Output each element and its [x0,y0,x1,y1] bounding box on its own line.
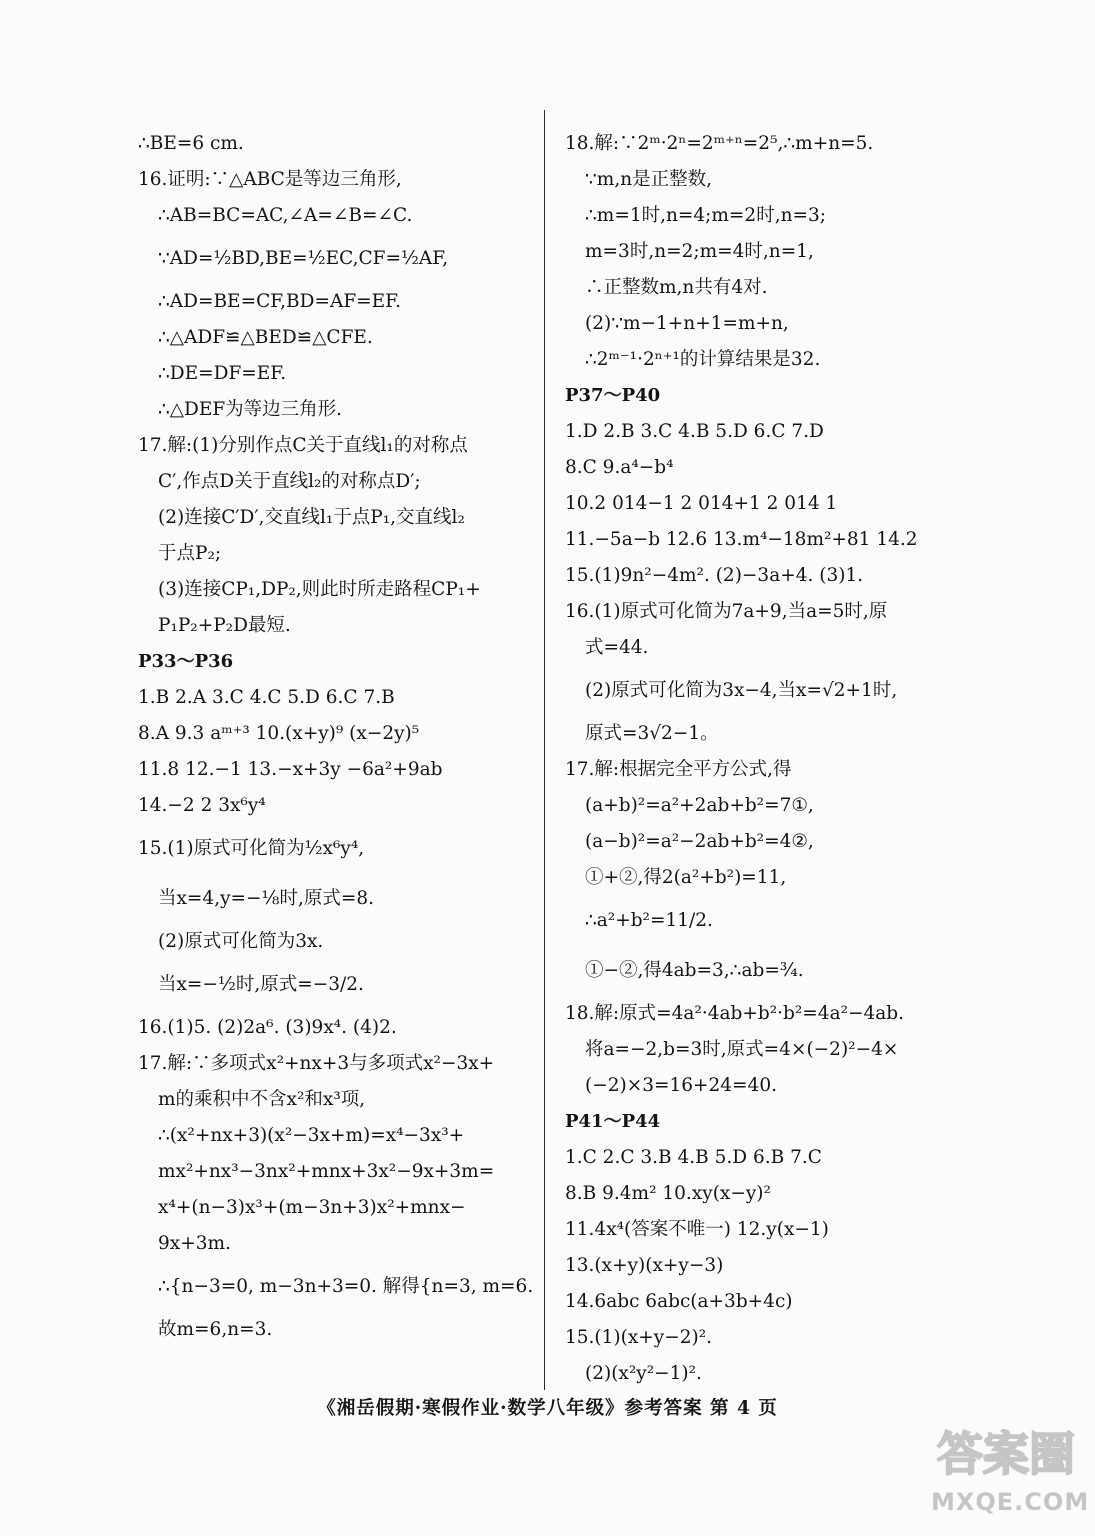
answer-line: ∴AD=BE=CF,BD=AF=EF. [158,291,402,312]
answer-line: x⁴+(n−3)x³+(m−3n+3)x²+mnx− [158,1197,466,1218]
answer-line: P₁P₂+P₂D最短. [158,615,291,636]
answer-line: 13.(x+y)(x+y−3) [565,1255,724,1276]
answer-line: 1.D 2.B 3.C 4.B 5.D 6.C 7.D [565,421,824,442]
answer-line: ∵AD=½BD,BE=½EC,CF=½AF, [158,248,449,269]
answer-line: 于点P₂; [158,543,222,564]
answer-line: 8.B 9.4m² 10.xy(x−y)² [565,1183,771,1204]
answer-line: 原式=3√2−1。 [585,723,719,744]
answer-line: (2)连接C′D′,交直线l₁于点P₁,交直线l₂ [158,507,465,528]
watermark-mark: 答案圈 [937,1427,1075,1481]
answer-line: 11.8 12.−1 13.−x+3y −6a²+9ab [138,759,443,780]
answer-line: m=3时,n=2;m=4时,n=1, [585,241,814,262]
answer-line: ∵m,n是正整数, [585,169,712,190]
section-heading: P37～P40 [565,385,661,406]
page-footer: 《湘岳假期·寒假作业·数学八年级》参考答案 第 4 页 [317,1398,778,1419]
section-heading: P33～P36 [138,651,234,672]
answer-line: 8.A 9.3 aᵐ⁺³ 10.(x+y)⁹ (x−2y)⁵ [138,723,420,744]
answer-line: ∴2ᵐ⁻¹·2ⁿ⁺¹的计算结果是32. [585,349,821,370]
answer-line: (−2)×3=16+24=40. [585,1075,777,1096]
answer-line: 10.2 014−1 2 014+1 2 014 1 [565,493,838,514]
answer-line: (3)连接CP₁,DP₂,则此时所走路程CP₁+ [158,579,481,600]
answer-line: 17.解:∵多项式x²+nx+3与多项式x²−3x+ [138,1053,495,1074]
left-column [138,126,538,1348]
answer-line: (2)原式可化简为3x−4,当x=√2+1时, [585,680,898,701]
section-heading: P41～P44 [565,1111,661,1132]
answer-line: 当x=4,y=−⅛时,原式=8. [158,888,375,909]
answer-line: ∴{n−3=0, m−3n+3=0. 解得{n=3, m=6. [158,1276,534,1297]
answer-line: 1.C 2.C 3.B 4.B 5.D 6.B 7.C [565,1147,822,1168]
answer-line: ①−②,得4ab=3,∴ab=¾. [585,960,804,981]
answer-line: 16.(1)5. (2)2a⁶. (3)9x⁴. (4)2. [138,1017,397,1038]
answer-line: ∴BE=6 cm. [138,133,244,154]
answer-line: 14.−2 2 3x⁶y⁴ [138,795,266,816]
answer-line: 16.(1)原式可化简为7a+9,当a=5时,原 [565,601,888,622]
answer-line: 14.6abc 6abc(a+3b+4c) [565,1291,793,1312]
answer-line: mx²+nx³−3nx²+mnx+3x²−9x+3m= [158,1161,495,1182]
answer-line: 15.(1)原式可化简为½x⁶y⁴, [138,838,365,859]
answer-line: 17.解:(1)分别作点C关于直线l₁的对称点 [138,435,468,456]
answer-line: ∴m=1时,n=4;m=2时,n=3; [585,205,826,226]
answer-line: C′,作点D关于直线l₂的对称点D′; [158,471,421,492]
answer-line: (a−b)²=a²−2ab+b²=4②, [585,831,814,852]
answer-line: 18.解:原式=4a²·4ab+b²·b²=4a²−4ab. [565,1003,905,1024]
watermark-url: MXQE.COM [931,1488,1090,1516]
answer-line: ∴DE=DF=EF. [158,363,287,384]
answer-line: 15.(1)(x+y−2)². [565,1327,713,1348]
answer-line: ∴AB=BC=AC,∠A=∠B=∠C. [158,205,413,226]
answer-line: 17.解:根据完全平方公式,得 [565,759,792,780]
answer-line: ∴(x²+nx+3)(x²−3x+m)=x⁴−3x³+ [158,1125,465,1146]
answer-line: ∴a²+b²=11/2. [585,910,713,931]
column-divider [544,110,545,1390]
answer-line: 当x=−½时,原式=−3/2. [158,974,364,995]
answer-line: 1.B 2.A 3.C 4.C 5.D 6.C 7.B [138,687,395,708]
answer-line: (2)(x²y²−1)². [585,1363,702,1384]
answer-line: 9x+3m. [158,1233,231,1254]
answer-line: 8.C 9.a⁴−b⁴ [565,457,674,478]
answer-line: m的乘积中不含x²和x³项, [158,1089,366,1110]
answer-line: (2)∵m−1+n+1=m+n, [585,313,789,334]
answer-line: 16.证明:∵△ABC是等边三角形, [138,169,402,190]
answer-line: 11.−5a−b 12.6 13.m⁴−18m²+81 14.2 [565,529,918,550]
answer-line: 15.(1)9n²−4m². (2)−3a+4. (3)1. [565,565,864,586]
answer-line: 将a=−2,b=3时,原式=4×(−2)²−4× [585,1039,899,1060]
answer-line: 18.解:∵2ᵐ·2ⁿ=2ᵐ⁺ⁿ=2⁵,∴m+n=5. [565,133,874,154]
answer-line: ①+②,得2(a²+b²)=11, [585,867,787,888]
answer-line: (a+b)²=a²+2ab+b²=7①, [585,795,814,816]
answer-line: ∴△ADF≌△BED≌△CFE. [158,327,373,348]
answer-line: 11.4x⁴(答案不唯一) 12.y(x−1) [565,1219,829,1240]
answer-line: (2)原式可化简为3x. [158,931,324,952]
answer-line: ∴正整数m,n共有4对. [585,277,768,298]
answer-line: 式=44. [585,637,649,658]
answer-line: 故m=6,n=3. [158,1319,273,1340]
right-column [565,126,985,1392]
watermark-logo [931,1424,1090,1516]
answer-line: ∴△DEF为等边三角形. [158,399,343,420]
